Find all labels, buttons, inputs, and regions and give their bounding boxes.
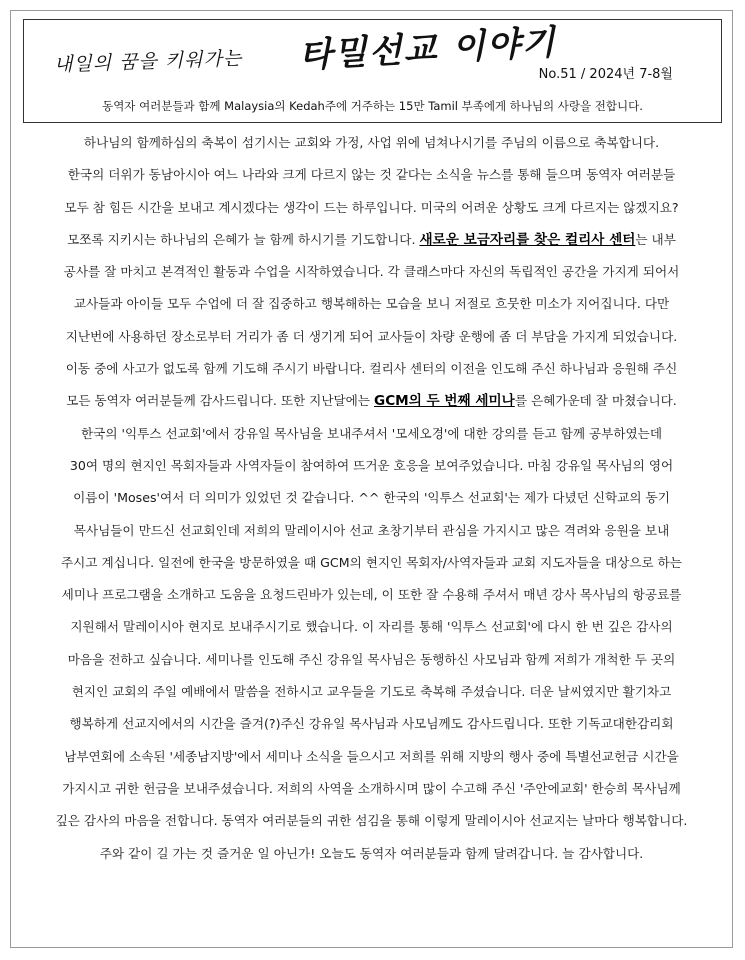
body-line: 지난번에 사용하던 장소로부터 거리가 좀 더 생기게 되어 교사들이 차량 운행에 좀 더 부담을 가지게 되었습니다. (65, 328, 678, 344)
highlight-gcm-seminar: GCM의 두 번째 세미나 (374, 393, 515, 410)
body-line: 현지인 교회의 주일 예배에서 말씀을 전하시고 교우들을 기도로 축복해 주셨습니다. 더운 날씨였지만 활기차고 (71, 684, 672, 700)
highlight-karisa-center: 새로운 보금자리를 찾은 컬리사 센터 (419, 231, 636, 248)
newsletter-logo: 타밀선교 이야기 (298, 22, 558, 76)
body-line: 가지시고 귀한 헌금을 보내주셨습니다. 저희의 사역을 소개하시며 많이 수고해 주신 '주안에교회' 한승희 목사님께 (62, 780, 681, 796)
line-text: 모든 동역자 여러분들께 감사드립니다. 또한 지난달에는 (66, 393, 375, 409)
letter-body (11, 127, 732, 870)
body-line: 한국의 더위가 동남아시아 여느 나라와 크게 다르지 않는 것 같다는 소식을 뉴스를 통해 들으며 동역자 여러분들 (67, 167, 676, 183)
line-text: 모쪼록 지키시는 하나님의 은혜가 늘 함께 하시기를 기도합니다. (67, 231, 420, 247)
masthead-subtitle: 동역자 여러분들과 함께 Malaysia의 Kedah주에 거주하는 15만 Tamil 부족에게 하나님의 사랑을 전합니다. (102, 99, 643, 113)
body-line: 세미나 프로그램을 소개하고 도움을 요청드린바가 있는데, 이 또한 잘 수용해 주셔서 매년 강사 목사님의 항공료를 (61, 587, 682, 603)
body-line: 남부연회에 소속된 '세종남지방'에서 세미나 소식을 들으시고 저희를 위해 지방의 행사 중에 특별선교헌금 시간을 (64, 748, 679, 764)
body-line: 깊은 감사의 마음을 전합니다. 동역자 여러분들의 귀한 섬김을 통해 이렇게 말레이시아 선교지는 날마다 행복합니다. (55, 813, 688, 829)
body-line: 30여 명의 현지인 목회자들과 사역자들이 참여하여 뜨거운 호응을 보여주었습니다. 마침 강유일 목사님의 영어 (69, 457, 674, 473)
masthead (23, 19, 722, 123)
body-line: 주와 같이 길 가는 것 즐거운 일 아닌가! 오늘도 동역자 여러분들과 함께 달려갑니다. 늘 감사합니다. (99, 845, 644, 861)
body-line: 공사를 잘 마치고 본격적인 활동과 수업을 시작하였습니다. 각 클래스마다 자신의 독립적인 공간을 가지게 되어서 (63, 264, 680, 280)
body-line: 목사님들이 만드신 선교회인데 저희의 말레이시아 선교 초창기부터 관심을 가지시고 많은 격려와 응원을 보내 (73, 522, 670, 538)
body-line (11, 224, 732, 256)
body-line: 지원해서 말레이시아 현지로 보내주시기로 했습니다. 이 자리를 통해 '익투스 선교회'에 다시 한 번 깊은 감사의 (70, 619, 673, 635)
line-text: 는 내부 (635, 231, 676, 247)
body-line: 마음을 전하고 싶습니다. 세미나를 인도해 주신 강유일 목사님은 동행하신 사모님과 함께 저희가 개척한 두 곳의 (67, 651, 676, 667)
body-line (11, 385, 732, 417)
body-line: 하나님의 함께하심의 축복이 섬기시는 교회와 가정, 사업 위에 넘쳐나시기를 주님의 이름으로 축복합니다. (83, 135, 660, 150)
body-line: 한국의 '익투스 선교회'에서 강유일 목사님을 보내주셔서 '모세오경'에 대한 강의를 듣고 함께 공부하였는데 (80, 425, 662, 441)
body-line: 이동 중에 사고가 없도록 함께 기도해 주시기 바랍니다. 컬리사 센터의 이전을 인도해 주신 하나님과 응원해 주신 (65, 361, 678, 377)
masthead-tagline: 내일의 꿈을 키워가는 (53, 47, 243, 76)
body-line: 이름이 'Moses'여서 더 의미가 있었던 것 같습니다. ^^ 한국의 '익투스 선교회'는 제가 다녔던 신학교의 동기 (73, 490, 670, 506)
body-line: 교사들과 아이들 모두 수업에 더 잘 집중하고 행복해하는 모습을 보니 저절로 흐뭇한 미소가 지어집니다. 다만 (73, 296, 670, 312)
body-line: 행복하게 선교지에서의 시간을 즐겨(?)주신 강유일 목사님과 사모님께도 감사드립니다. 또한 기독교대한감리회 (69, 716, 674, 732)
body-line: 주시고 계십니다. 일전에 한국을 방문하였을 때 GCM의 현지인 목회자/사역자들과 교회 지도자들을 대상으로 하는 (61, 554, 682, 570)
issue-number: No.51 / 2024년 7-8월 (538, 67, 673, 82)
body-line: 모두 참 힘든 시간을 보내고 계시겠다는 생각이 드는 하루입니다. 미국의 어려운 상황도 크게 다르지는 않겠지요? (64, 199, 679, 215)
line-text: 를 은혜가운데 잘 마쳤습니다. (514, 393, 677, 409)
newsletter-page (10, 10, 733, 948)
